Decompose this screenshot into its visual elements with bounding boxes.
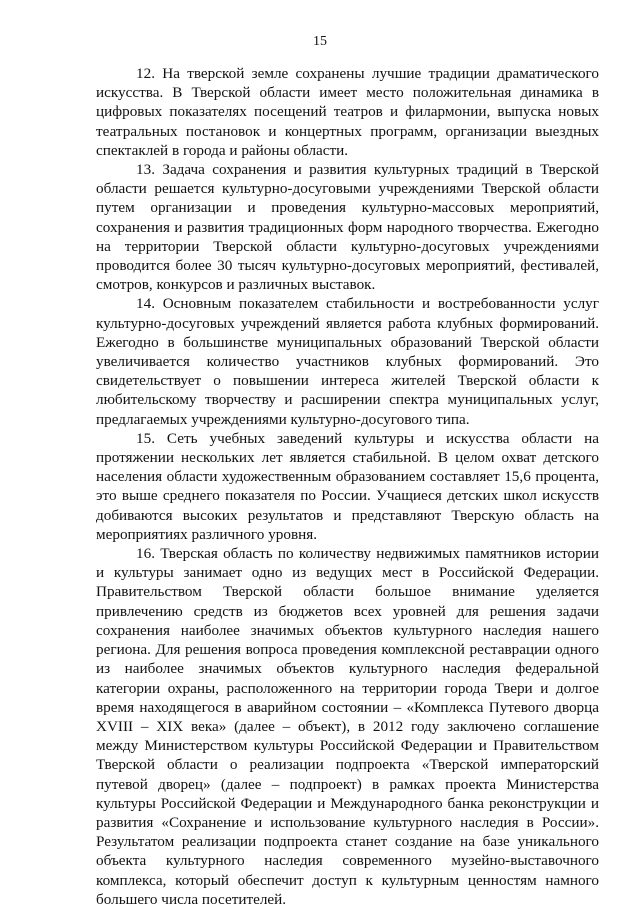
paragraph-14: 14. Основным показателем стабильности и востребованности услуг культурно-досуговых учреждений является работа клубных формирований. Ежегодно в большинстве муниципальных образований Тверской области увеличивается количество участников клубных формирований. Это свидетельствует о повышении интереса жителей Тверской области к любительскому творчеству и расширении спектра муниципальных услуг, предлагаемых учреждениями культурно-досугового типа. (96, 295, 599, 428)
document-body (96, 64, 599, 909)
paragraph-16: 16. Тверская область по количеству недвижимых памятников истории и культуры занимает одно из ведущих мест в Российской Федерации. Правительством Тверской области большое внимание уделяется привлечению средств из бюджетов всех уровней для решения задачи сохранения наиболее значимых объектов культурного наследия нашего региона. Для решения вопроса проведения комплексной реставрации одного из наиболее значимых объектов культурного наследия федеральной категории охраны, расположенного на территории города Твери и долгое время находящегося в аварийном состоянии – «Комплекса Путевого дворца XVIII – XIX века» (далее – объект), в 2012 году заключено соглашение между Министерством культуры Российской Федерации и Правительством Тверской области о реализации подпроекта «Тверской императорский путевой дворец» (далее – подпроект) в рамках проекта Министерства культуры Российской Федерации и Международного банка реконструкции и развития «Сохранение и использование культурного наследия в России». Результатом реализации подпроекта станет создание на базе уникального объекта культурного наследия современного музейно-выставочного комплекса, который обеспечит доступ к культурным ценностям намного большего числа посетителей. (96, 545, 599, 908)
page-number: 15 (313, 34, 327, 49)
paragraph-12: 12. На тверской земле сохранены лучшие традиции драматического искусства. В Тверской области имеет место положительная динамика в цифровых показателях посещений театров и филармонии, выпуска новых театральных постановок и концертных программ, организации выездных спектаклей в города и районы области. (96, 65, 599, 159)
paragraph-13: 13. Задача сохранения и развития культурных традиций в Тверской области решается культурно-досуговыми учреждениями Тверской области путем организации и проведения культурно-массовых мероприятий, сохранения и развития традиционных форм народного творчества. Ежегодно на территории Тверской области культурно-досуговых учреждениями проводится более 30 тысяч культурно-досуговых мероприятий, фестивалей, смотров, конкурсов и различных выставок. (96, 161, 599, 294)
paragraph-15: 15. Сеть учебных заведений культуры и искусства области на протяжении нескольких лет является стабильной. В целом охват детского населения области художественным образованием составляет 15,6 процента, это выше среднего показателя по России. Учащиеся детских школ искусств добиваются высоких результатов и представляют Тверскую область на мероприятиях различного уровня. (96, 429, 599, 543)
